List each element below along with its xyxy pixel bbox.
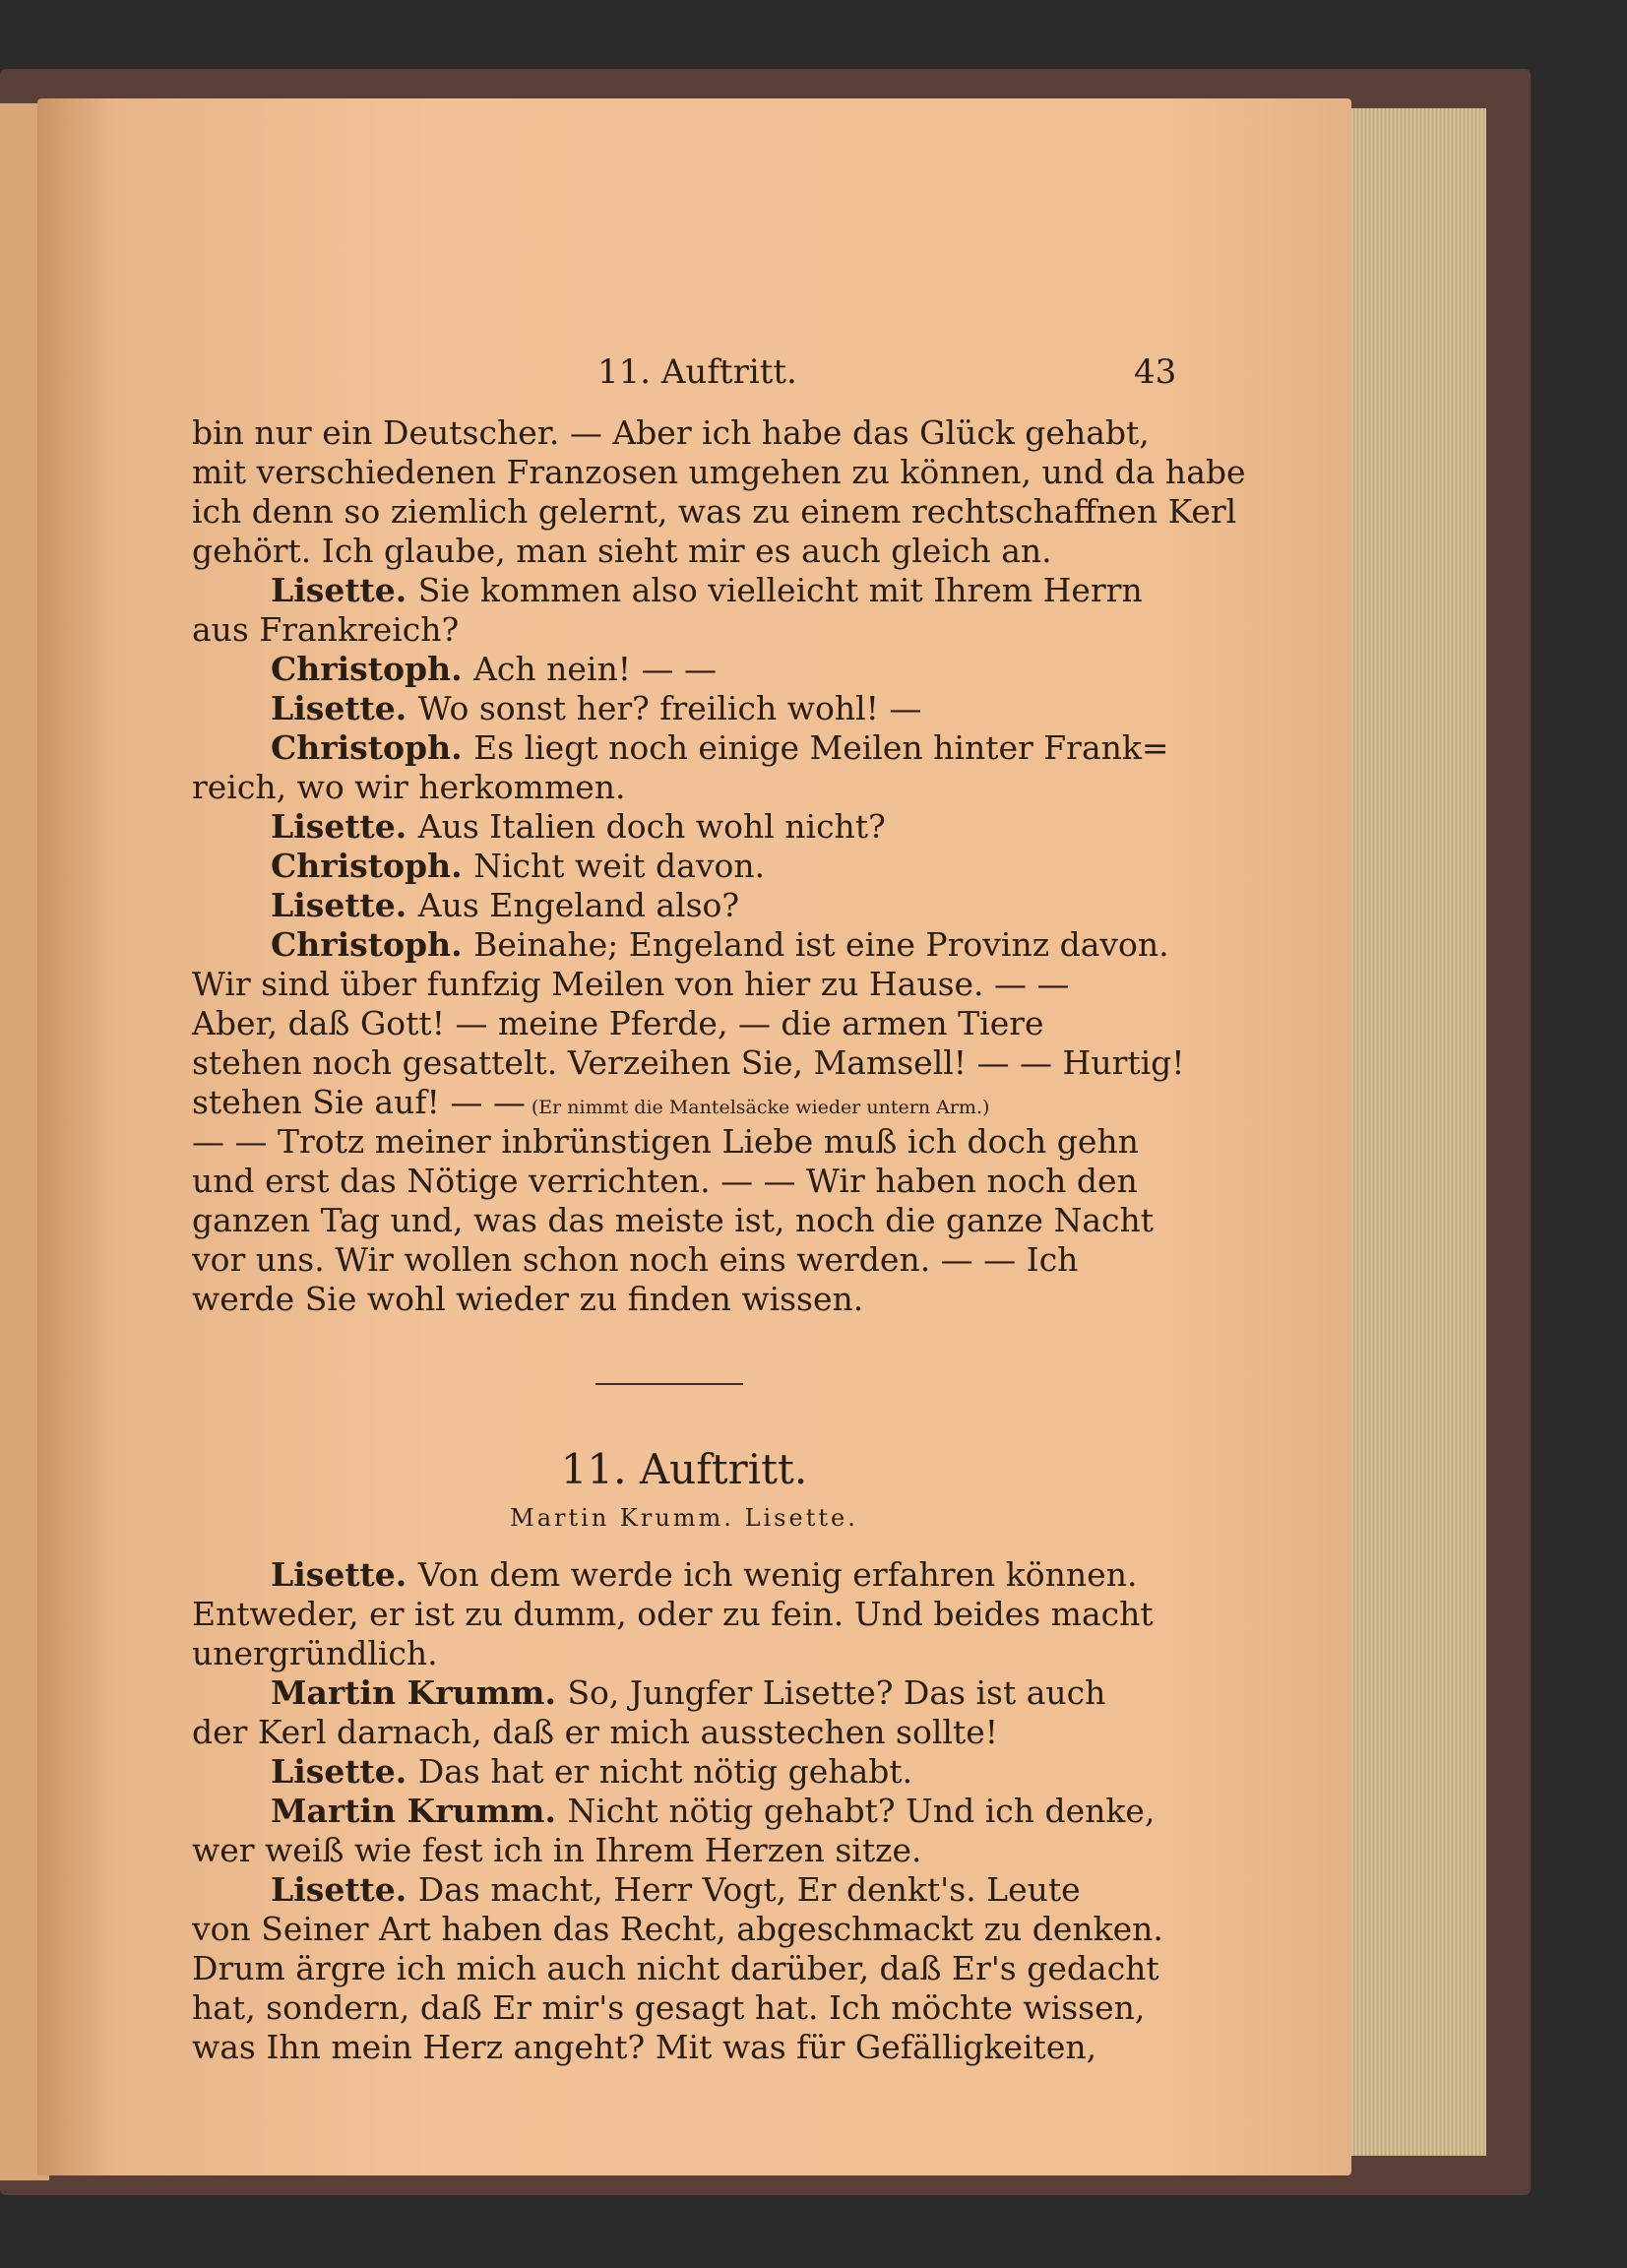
text-line [192,886,1255,925]
text-line [192,1595,1176,1634]
text-line [192,413,1176,453]
line-text: Das macht, Herr Vogt, Er denkt's. Leute [417,1870,1081,1909]
text-line [192,1043,1185,1083]
line-text: Wir sind über funfzig Meilen von hier zu Hause. — — [192,965,1070,1003]
line-text: ich denn so ziemlich gelernt, was zu einem rechtschaffnen Kerl [192,492,1237,531]
line-text: vor uns. Wir wollen schon noch eins werden. — — Ich [192,1240,1079,1279]
running-header [192,352,1176,392]
speaker-name: Christoph. [271,847,474,885]
text-line [192,965,1176,1004]
line-text: Aus Engeland also? [417,886,740,924]
line-text: hat, sondern, daß Er mir's gesagt hat. Ich möchte wissen, [192,1988,1146,2027]
book-page [37,98,1351,2175]
text-line [192,1870,1255,1910]
text-line [192,1201,1176,1240]
line-text: — — Trotz meiner inbrünstigen Liebe muß ich doch gehn [192,1122,1139,1161]
line-text: von Seiner Art haben das Recht, abgeschmackt zu denken. [192,1910,1163,1948]
speaker-name: Martin Krumm. [271,1792,568,1830]
text-line [192,571,1255,610]
text-line [192,453,1246,492]
speaker-name: Martin Krumm. [271,1673,568,1712]
speaker-name: Lisette. [271,689,418,727]
speaker-name: Lisette. [271,1752,418,1791]
speaker-name: Lisette. [271,1555,418,1594]
line-text: Entweder, er ist zu dumm, oder zu fein. Und beides macht [192,1595,1154,1633]
line-text: Nicht weit davon. [473,847,766,885]
text-line [192,1792,1255,1831]
line-text: Wo sonst her? freilich wohl! — [417,689,922,727]
text-line [192,1752,1255,1792]
line-text: ganzen Tag und, was das meiste ist, noch die ganze Nacht [192,1201,1154,1239]
speaker-name: Lisette. [271,571,418,609]
line-text: stehen noch gesattelt. Verzeihen Sie, Mamsell! — — Hurtig! [192,1043,1185,1082]
header-title: 11. Auftritt. [597,352,797,392]
line-text: werde Sie wohl wieder zu finden wissen. [192,1280,864,1318]
text-line [192,1910,1176,1949]
line-text: Es liegt noch einige Meilen hinter Frank= [473,728,1169,767]
text-line [192,1673,1255,1713]
line-text: Aber, daß Gott! — meine Pferde, — die armen Tiere [192,1004,1044,1042]
line-text: Sie kommen also vielleicht mit Ihrem Herrn [417,571,1143,609]
speaker-name: Christoph. [271,925,474,964]
text-line [192,1122,1176,1162]
stage-direction: (Er nimmt die Mantelsäcke wieder untern Arm.) [525,1097,990,1118]
text-line [192,1083,1176,1122]
text-line [192,689,1255,728]
text-line [192,532,1176,571]
section-divider [595,1383,743,1385]
line-text: reich, wo wir herkommen. [192,768,626,806]
line-text: Nicht nötig gehabt? Und ich denke, [567,1792,1156,1830]
scene-heading: 11. Auftritt. [560,1445,808,1493]
page-number: 43 [1134,352,1177,392]
text-line [192,1988,1176,2028]
speaker-name: Lisette. [271,807,418,846]
scene-characters: Martin Krumm. Lisette. [510,1504,858,1532]
text-line [192,1713,1176,1752]
text-line [192,650,1255,689]
line-text: bin nur ein Deutscher. — Aber ich habe das Glück gehabt, [192,413,1150,452]
speaker-name: Christoph. [271,728,474,767]
page-edges [1339,108,1486,2156]
text-line [192,492,1237,532]
speaker-name: Lisette. [271,886,418,924]
line-text: der Kerl darnach, daß er mich ausstechen sollte! [192,1713,999,1751]
line-text: Drum ärgre ich mich auch nicht darüber, daß Er's gedacht [192,1949,1159,1987]
line-text: Aus Italien doch wohl nicht? [417,807,886,846]
line-text: Ach nein! — — [473,650,717,688]
text-line [192,768,1176,807]
text-line [192,1240,1176,1280]
line-text: So, Jungfer Lisette? Das ist auch [567,1673,1106,1712]
text-line [192,1831,1176,1870]
text-line [192,1004,1176,1043]
text-line [192,1949,1176,1988]
text-line [192,610,1176,650]
line-text: aus Frankreich? [192,610,460,649]
text-line [192,807,1255,847]
text-line [192,1280,1176,1319]
speaker-name: Christoph. [271,650,474,688]
line-text: stehen Sie auf! — — [192,1083,526,1121]
line-text: mit verschiedenen Franzosen umgehen zu können, und da habe [192,453,1246,491]
line-text: gehört. Ich glaube, man sieht mir es auch gleich an. [192,532,1052,570]
text-line [192,1162,1176,1201]
text-line [192,728,1255,768]
text-line [192,2028,1176,2067]
line-text: Von dem werde ich wenig erfahren können. [417,1555,1138,1594]
line-text: was Ihn mein Herz angeht? Mit was für Gefälligkeiten, [192,2028,1097,2066]
line-text: Beinahe; Engeland ist eine Provinz davon. [473,925,1169,964]
line-text: unergründlich. [192,1634,438,1672]
text-line [192,925,1255,965]
text-line [192,847,1255,886]
line-text: wer weiß wie fest ich in Ihrem Herzen sitze. [192,1831,922,1869]
line-text: und erst das Nötige verrichten. — — Wir haben noch den [192,1162,1138,1200]
speaker-name: Lisette. [271,1870,418,1909]
text-line [192,1634,1176,1673]
text-line [192,1555,1255,1595]
line-text: Das hat er nicht nötig gehabt. [417,1752,913,1791]
